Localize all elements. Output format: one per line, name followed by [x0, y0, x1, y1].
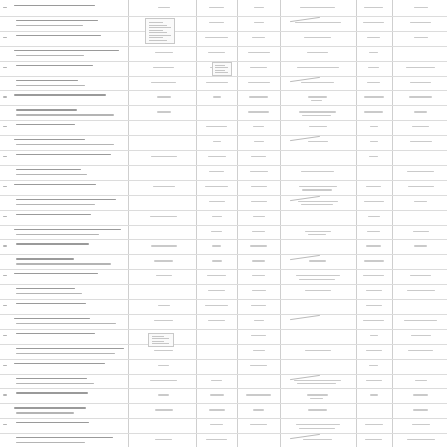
thumbnail-line	[215, 65, 225, 66]
table-row	[0, 210, 447, 225]
cell-value	[155, 409, 173, 410]
text-line	[16, 109, 77, 110]
cell-value	[407, 439, 435, 440]
cell-value	[250, 67, 267, 68]
cell-value	[309, 126, 327, 127]
row-divider	[0, 210, 447, 211]
cell-value	[370, 126, 378, 127]
row-divider	[0, 359, 447, 360]
text-line	[14, 184, 96, 185]
cell-value	[366, 245, 381, 246]
cell-value	[407, 171, 434, 172]
cell-value	[212, 245, 221, 246]
cell-value	[366, 305, 382, 306]
cell-value	[410, 82, 431, 83]
cell-value	[295, 22, 341, 23]
text-line	[16, 35, 101, 36]
cell-value	[303, 439, 332, 440]
cell-value	[367, 231, 380, 232]
row-number-mark	[3, 245, 7, 246]
cell-value	[302, 189, 332, 190]
cell-value	[206, 82, 228, 83]
row-divider	[0, 329, 447, 330]
table-row	[0, 269, 447, 284]
thumbnail-line	[152, 338, 169, 339]
thumbnail-line	[152, 341, 164, 342]
row-divider	[0, 299, 447, 300]
cell-value	[252, 37, 265, 38]
row-number-mark	[3, 186, 7, 187]
text-line	[16, 422, 89, 423]
row-divider	[0, 225, 447, 226]
cell-value	[212, 260, 222, 261]
row-divider	[0, 374, 447, 375]
row-divider	[0, 314, 447, 315]
row-divider	[0, 90, 447, 91]
cell-value	[363, 320, 384, 321]
table-row	[0, 76, 447, 91]
table-row	[0, 314, 447, 329]
text-line	[16, 243, 89, 244]
cell-value	[213, 141, 221, 142]
cell-value	[299, 186, 337, 187]
text-line	[16, 333, 95, 334]
text-line	[16, 442, 85, 443]
cell-value	[365, 439, 382, 440]
text-line	[16, 303, 86, 304]
sparkline	[290, 315, 320, 320]
row-divider	[0, 150, 447, 151]
row-number-mark	[3, 156, 7, 157]
cell-value	[301, 171, 334, 172]
cell-value	[368, 67, 379, 68]
row-number-mark	[3, 424, 7, 425]
table-row	[0, 329, 447, 344]
cell-value	[209, 7, 224, 8]
table-row	[0, 299, 447, 314]
cell-value	[211, 380, 222, 381]
cell-value	[364, 7, 383, 8]
thumbnail-line	[215, 72, 228, 73]
cell-value	[367, 37, 380, 38]
cell-value	[211, 231, 222, 232]
text-line	[16, 80, 78, 81]
cell-value	[364, 111, 383, 112]
cell-value	[210, 394, 224, 395]
sparkline	[290, 76, 320, 81]
table-row	[0, 180, 447, 195]
cell-value	[208, 320, 225, 321]
row-divider	[0, 180, 447, 181]
cell-value	[304, 37, 331, 38]
cell-value	[251, 335, 266, 336]
cell-value	[408, 186, 434, 187]
row-number-mark	[3, 126, 7, 127]
cell-value	[305, 290, 331, 291]
text-line	[14, 94, 106, 95]
row-divider	[0, 269, 447, 270]
table-row	[0, 150, 447, 165]
row-divider	[0, 344, 447, 345]
cell-value	[311, 100, 322, 101]
cell-value	[310, 398, 323, 399]
table-row	[0, 46, 447, 61]
table-row	[0, 344, 447, 359]
table-row	[0, 239, 447, 254]
table-row	[0, 135, 447, 150]
row-number-mark	[3, 305, 7, 306]
text-line	[16, 383, 94, 384]
cell-value	[252, 290, 266, 291]
cell-value	[209, 409, 225, 410]
cell-value	[208, 156, 226, 157]
table-row	[0, 195, 447, 210]
cell-value	[365, 424, 383, 425]
cell-value	[307, 394, 328, 395]
cell-value	[254, 320, 264, 321]
row-divider	[0, 46, 447, 47]
table-row	[0, 433, 447, 448]
cell-value	[248, 82, 270, 83]
text-line	[16, 293, 82, 294]
cell-value	[208, 290, 225, 291]
sparkline	[290, 374, 320, 379]
cell-value	[412, 424, 430, 425]
table-row	[0, 31, 447, 46]
text-line	[16, 412, 74, 413]
cell-value	[158, 7, 170, 8]
cell-value	[410, 275, 431, 276]
row-divider	[0, 433, 447, 434]
cell-value	[250, 171, 268, 172]
row-divider	[0, 135, 447, 136]
text-line	[16, 288, 75, 289]
cell-value	[366, 350, 382, 351]
thumbnail-line	[149, 27, 171, 28]
cell-value	[297, 67, 339, 68]
text-line	[16, 114, 114, 115]
cell-value	[363, 22, 384, 23]
row-number-mark	[3, 365, 7, 366]
text-line	[16, 437, 113, 438]
row-divider	[0, 254, 447, 255]
cell-value	[308, 141, 328, 142]
cell-value	[209, 201, 225, 202]
cell-value	[308, 409, 327, 410]
row-divider	[0, 120, 447, 121]
cell-value	[307, 52, 328, 53]
cell-value	[253, 126, 264, 127]
thumbnail-image	[145, 18, 175, 44]
row-number-mark	[3, 394, 7, 395]
cell-value	[250, 424, 267, 425]
cell-value	[252, 231, 265, 232]
text-line	[16, 85, 85, 86]
text-line	[16, 348, 124, 349]
text-line	[16, 263, 111, 264]
cell-value	[368, 216, 380, 217]
cell-value	[254, 7, 264, 8]
cell-value	[205, 305, 228, 306]
text-line	[16, 234, 99, 235]
cell-value	[205, 186, 228, 187]
cell-value	[410, 22, 431, 23]
cell-value	[366, 186, 381, 187]
cell-value	[153, 186, 175, 187]
cell-value	[415, 380, 427, 381]
row-divider	[0, 16, 447, 17]
thumbnail-line	[215, 70, 225, 71]
cell-value	[154, 260, 173, 261]
text-line	[16, 258, 74, 259]
cell-value	[296, 424, 340, 425]
table-row	[0, 225, 447, 240]
cell-value	[156, 275, 172, 276]
cell-value	[412, 126, 429, 127]
cell-value	[308, 234, 326, 235]
cell-value	[364, 260, 384, 261]
thumbnail-line	[149, 35, 171, 36]
text-line	[14, 273, 98, 274]
table-row	[0, 105, 447, 120]
thumbnail-image	[148, 333, 174, 347]
cell-value	[252, 260, 265, 261]
cell-value	[298, 201, 338, 202]
row-divider	[0, 165, 447, 166]
cell-value	[150, 380, 177, 381]
row-divider	[0, 195, 447, 196]
text-line	[14, 407, 86, 408]
cell-value	[413, 394, 428, 395]
cell-value	[157, 111, 171, 112]
table-row	[0, 418, 447, 433]
cell-value	[251, 201, 267, 202]
cell-value	[299, 111, 336, 112]
row-number-mark	[3, 67, 7, 68]
table-row	[0, 374, 447, 389]
cell-value	[210, 424, 223, 425]
thumbnail-line	[149, 22, 163, 23]
cell-value	[158, 365, 169, 366]
cell-value	[294, 380, 341, 381]
cell-value	[209, 22, 224, 23]
cell-value	[364, 201, 384, 202]
cell-value	[251, 305, 266, 306]
cell-value	[208, 52, 225, 53]
cell-value	[251, 186, 267, 187]
cell-value	[305, 350, 331, 351]
cell-value	[308, 96, 327, 97]
text-line	[16, 65, 93, 66]
text-line	[16, 199, 116, 200]
table-row	[0, 165, 447, 180]
table-row	[0, 16, 447, 31]
row-number-mark	[3, 37, 7, 38]
row-divider	[0, 403, 447, 404]
text-line	[16, 25, 83, 26]
cell-value	[254, 22, 264, 23]
thumbnail-image	[212, 62, 232, 76]
row-divider	[0, 284, 447, 285]
text-line	[16, 20, 98, 21]
cell-value	[212, 216, 222, 217]
cell-value	[297, 383, 336, 384]
row-divider	[0, 418, 447, 419]
text-line	[14, 229, 121, 230]
cell-value	[300, 7, 335, 8]
row-number-mark	[3, 216, 7, 217]
cell-value	[153, 67, 174, 68]
cell-value	[155, 439, 172, 440]
thumbnail-line	[149, 40, 167, 41]
text-line	[16, 154, 111, 155]
cell-value	[369, 52, 378, 53]
text-line	[16, 323, 116, 324]
text-line	[16, 124, 75, 125]
cell-value	[366, 290, 382, 291]
text-line	[16, 174, 87, 175]
cell-value	[408, 350, 433, 351]
cell-value	[251, 156, 266, 157]
cell-value	[414, 245, 427, 246]
row-divider	[0, 105, 447, 106]
cell-value	[205, 37, 228, 38]
row-number-mark	[3, 7, 7, 8]
cell-value	[414, 37, 428, 38]
thumbnail-line	[215, 67, 228, 68]
cell-value	[370, 335, 378, 336]
cell-value	[207, 275, 226, 276]
cell-value	[249, 96, 268, 97]
row-divider	[0, 388, 447, 389]
cell-value	[369, 365, 378, 366]
cell-value	[154, 320, 173, 321]
text-line	[16, 144, 114, 145]
cell-value	[410, 141, 432, 142]
cell-value	[213, 96, 221, 97]
cell-value	[414, 201, 427, 202]
cell-value	[250, 365, 267, 366]
cell-value	[302, 115, 331, 116]
cell-value	[305, 231, 331, 232]
cell-value	[248, 52, 270, 53]
cell-value	[370, 141, 378, 142]
text-line	[14, 363, 105, 364]
cell-value	[206, 126, 227, 127]
text-line	[16, 214, 91, 215]
text-line	[14, 318, 90, 319]
cell-value	[246, 394, 271, 395]
cell-value	[254, 141, 264, 142]
cell-value	[150, 216, 177, 217]
cell-value	[407, 290, 435, 291]
thumbnail-line	[149, 37, 163, 38]
cell-value	[209, 171, 224, 172]
table-row	[0, 388, 447, 403]
cell-value	[151, 82, 176, 83]
text-line	[16, 378, 87, 379]
cell-value	[151, 245, 177, 246]
cell-value	[364, 96, 384, 97]
cell-value	[206, 439, 227, 440]
row-divider	[0, 31, 447, 32]
cell-value	[366, 380, 382, 381]
cell-value	[301, 82, 334, 83]
table-row	[0, 120, 447, 135]
cell-value	[250, 245, 267, 246]
cell-value	[155, 52, 173, 53]
cell-value	[413, 231, 429, 232]
text-line	[16, 353, 115, 354]
thumbnail-line	[149, 30, 163, 31]
cell-value	[296, 275, 340, 276]
text-line	[14, 139, 85, 140]
cell-value	[158, 305, 170, 306]
table-row	[0, 403, 447, 418]
thumbnail-line	[149, 32, 167, 33]
table-row	[0, 90, 447, 105]
cell-value	[154, 350, 173, 351]
thumbnail-line	[152, 343, 169, 344]
cell-value	[309, 260, 326, 261]
text-line	[16, 55, 84, 56]
table-row	[0, 359, 447, 374]
cell-value	[369, 156, 378, 157]
cell-value	[406, 67, 435, 68]
table-row	[0, 254, 447, 269]
cell-value	[404, 320, 437, 321]
cell-value	[414, 7, 428, 8]
cell-value	[248, 111, 269, 112]
cell-value	[253, 409, 264, 410]
cell-value	[157, 96, 171, 97]
cell-value	[252, 275, 265, 276]
table-row	[0, 1, 447, 16]
table-row	[0, 284, 447, 299]
row-number-mark	[3, 96, 7, 97]
cell-value	[363, 275, 384, 276]
cell-value	[253, 350, 265, 351]
cell-value	[299, 428, 335, 429]
cell-value	[301, 204, 333, 205]
row-divider	[0, 239, 447, 240]
thumbnail-line	[149, 25, 167, 26]
cell-value	[158, 394, 169, 395]
text-line	[16, 392, 88, 393]
cell-value	[299, 279, 335, 280]
cell-value	[409, 96, 432, 97]
cell-value	[413, 409, 428, 410]
text-line	[16, 169, 81, 170]
row-number-mark	[3, 335, 7, 336]
cell-value	[367, 82, 380, 83]
cell-value	[253, 216, 265, 217]
text-line	[14, 5, 95, 6]
cell-value	[370, 394, 378, 395]
row-number-mark	[3, 275, 7, 276]
cell-value	[411, 335, 431, 336]
text-line	[16, 204, 95, 205]
text-line	[14, 50, 119, 51]
thumbnail-line	[152, 336, 164, 337]
cell-value	[414, 111, 427, 112]
cell-value	[151, 156, 177, 157]
